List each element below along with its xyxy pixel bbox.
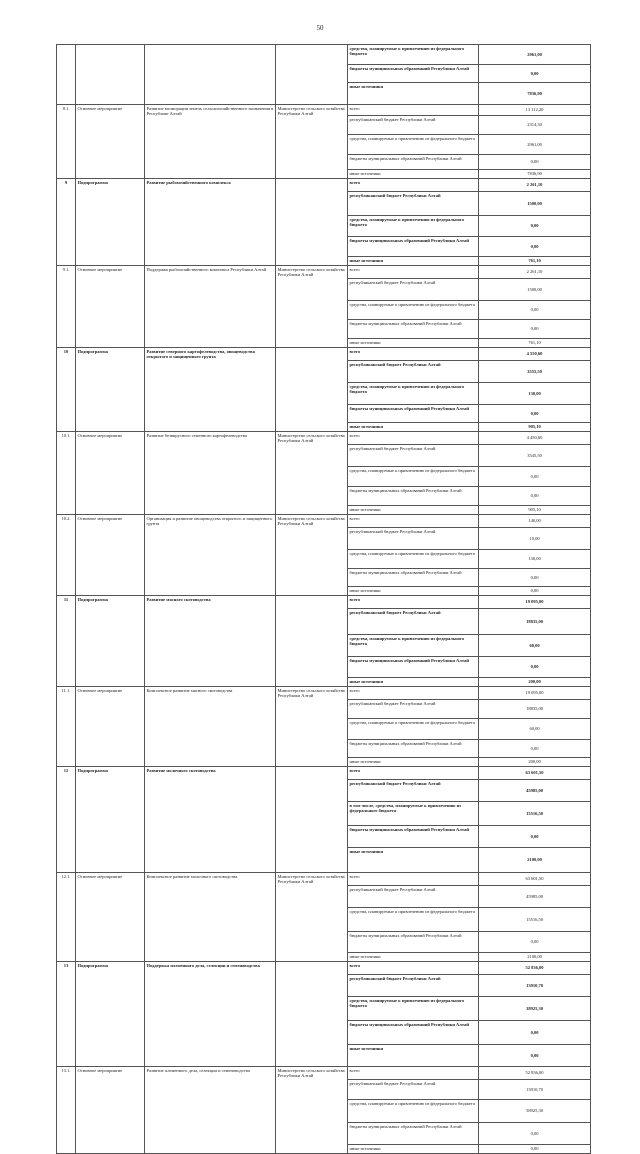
funding-source-cell: всего (348, 432, 479, 445)
funding-value-cell: 2 261,10 (479, 179, 591, 192)
funding-source-cell: средства, планируемые к привлечению из федерального бюджета (348, 383, 479, 405)
funding-source-cell: республиканский бюджет Республики Алтай (348, 192, 479, 216)
funding-source-cell: средства, планируемые к привлечению из федерального бюджета (348, 1100, 479, 1123)
funding-value-cell: 19 095,00 (479, 687, 591, 700)
funding-value-cell: 38925,30 (479, 1100, 591, 1123)
funding-source-cell: республиканский бюджет Республики Алтай (348, 1080, 479, 1100)
funding-source-cell: бюджеты муниципальных образований Республики Алтай (348, 657, 479, 678)
funding-value-cell: 45985,00 (479, 780, 591, 802)
funding-value-cell: 130,00 (479, 550, 591, 569)
funding-source-cell: всего (348, 348, 479, 361)
funding-source-cell: средства, планируемые к привлечению из федерального бюджета (348, 997, 479, 1021)
table-row (57, 1067, 591, 1080)
page-number: 50 (316, 24, 324, 32)
funding-value-cell: 0,00 (479, 740, 591, 758)
element-name-cell: Организация и развитие овощеводства открытого и защищенного грунта (145, 515, 276, 596)
element-kind-cell: Основное мероприятие (76, 432, 145, 515)
element-name-cell: Поддержка племенного дела, селекции и семеноводства (145, 962, 276, 1067)
funding-value-cell: 0,00 (479, 569, 591, 587)
row-number-cell: 9.1. (57, 266, 76, 348)
funding-value-cell: 200,00 (479, 678, 591, 687)
element-kind-cell: Подпрограмма (76, 348, 145, 432)
funding-source-cell: бюджеты муниципальных образований Республики Алтай (348, 1123, 479, 1145)
row-number-cell: 10.2. (57, 515, 76, 596)
executor-cell: Министерство сельского хозяйства Республики Алтай (276, 515, 348, 596)
row-number-cell: 12.1. (57, 873, 76, 962)
funding-source-cell: бюджеты муниципальных образований Республики Алтай (348, 932, 479, 953)
budget-table-body (57, 45, 591, 1154)
executor-cell: Министерство сельского хозяйства Республики Алтай (276, 687, 348, 767)
funding-value-cell: 7836,90 (479, 83, 591, 105)
funding-source-cell: иные источники (348, 678, 479, 687)
funding-value-cell: 140,00 (479, 515, 591, 528)
funding-source-cell: всего (348, 596, 479, 609)
funding-value-cell: 52 836,00 (479, 962, 591, 975)
funding-source-cell: всего (348, 105, 479, 116)
funding-source-cell: всего (348, 687, 479, 700)
element-kind-cell: Подпрограмма (76, 767, 145, 873)
funding-value-cell: 13910,70 (479, 1080, 591, 1100)
table-row (57, 767, 591, 780)
funding-value-cell: 0,00 (479, 1145, 591, 1154)
element-name-cell: Развитие безвирусного семенного картофелеводства (145, 432, 276, 515)
table-row (57, 596, 591, 609)
funding-value-cell: 0,00 (479, 237, 591, 257)
funding-value-cell: 60,00 (479, 719, 591, 740)
row-number-cell: 9 (57, 179, 76, 266)
element-name-cell (145, 45, 276, 105)
funding-value-cell: 0,00 (479, 587, 591, 596)
table-row (57, 515, 591, 528)
funding-value-cell: 38925,30 (479, 997, 591, 1021)
funding-value-cell: 18835,00 (479, 700, 591, 719)
element-name-cell: Развитие племенного дела, селекции и семеноводства (145, 1067, 276, 1154)
element-name-cell: Развитие мясного скотоводства (145, 596, 276, 687)
funding-source-cell: бюджеты муниципальных образований Республики Алтай (348, 487, 479, 506)
funding-source-cell: иные источники (348, 1145, 479, 1154)
row-number-cell: 11.1. (57, 687, 76, 767)
funding-value-cell: 45985,00 (479, 886, 591, 908)
funding-value-cell: 0,00 (479, 932, 591, 953)
funding-source-cell: средства, планируемые к привлечению из федерального бюджета (348, 550, 479, 569)
funding-value-cell: 905,10 (479, 423, 591, 432)
funding-source-cell: бюджеты муниципальных образований Республики Алтай (348, 155, 479, 170)
funding-value-cell: 19 095,00 (479, 596, 591, 609)
element-kind-cell: Основное мероприятие (76, 515, 145, 596)
element-kind-cell: Основное мероприятие (76, 266, 145, 348)
table-row (57, 266, 591, 279)
funding-source-cell: всего (348, 767, 479, 780)
executor-cell: Министерство сельского хозяйства Республики Алтай (276, 432, 348, 515)
element-kind-cell: Основное мероприятие (76, 1067, 145, 1154)
funding-value-cell: 7836,90 (479, 170, 591, 179)
funding-source-cell: иные источники (348, 848, 479, 873)
funding-value-cell: 0,00 (479, 826, 591, 848)
executor-cell (276, 45, 348, 105)
element-name-cell: Развитие мелиорации земель сельскохозяйственного назначения в Республике Алтай (145, 105, 276, 179)
element-kind-cell: Подпрограмма (76, 962, 145, 1067)
funding-source-cell: средства, планируемые к привлечению из федерального бюджета (348, 135, 479, 155)
funding-source-cell: республиканский бюджет Республики Алтай (348, 780, 479, 802)
funding-source-cell: иные источники (348, 953, 479, 962)
funding-value-cell: 0,00 (479, 65, 591, 83)
funding-source-cell: бюджеты муниципальных образований Республики Алтай (348, 826, 479, 848)
element-kind-cell: Подпрограмма (76, 179, 145, 266)
row-number-cell (57, 45, 76, 105)
funding-value-cell: 52 836,00 (479, 1067, 591, 1080)
executor-cell: Министерство сельского хозяйства Республики Алтай (276, 105, 348, 179)
funding-source-cell: республиканский бюджет Республики Алтай (348, 361, 479, 383)
element-kind-cell: Подпрограмма (76, 596, 145, 687)
funding-value-cell: 761,10 (479, 257, 591, 266)
funding-value-cell: 0,00 (479, 487, 591, 506)
funding-source-cell: всего (348, 962, 479, 975)
funding-source-cell: иные источники (348, 339, 479, 348)
funding-value-cell: 130,00 (479, 383, 591, 405)
funding-value-cell: 905,10 (479, 506, 591, 515)
row-number-cell: 13.1. (57, 1067, 76, 1154)
funding-value-cell: 13910,70 (479, 975, 591, 997)
funding-value-cell: 2 261,10 (479, 266, 591, 279)
funding-value-cell: 200,00 (479, 758, 591, 767)
funding-source-cell: бюджеты муниципальных образований Республики Алтай (348, 740, 479, 758)
funding-value-cell: 13 112,20 (479, 105, 591, 116)
funding-source-cell: всего (348, 873, 479, 886)
executor-cell: Министерство сельского хозяйства Республики Алтай (276, 266, 348, 348)
funding-value-cell: 2961,00 (479, 135, 591, 155)
row-number-cell: 8.1. (57, 105, 76, 179)
funding-source-cell: средства, планируемые к привлечению из федерального бюджета (348, 635, 479, 657)
row-number-cell: 11 (57, 596, 76, 687)
funding-source-cell: иные источники (348, 587, 479, 596)
funding-source-cell: средства, планируемые к привлечению из федерального бюджета (348, 216, 479, 237)
funding-value-cell: 0,00 (479, 216, 591, 237)
funding-value-cell: 15516,50 (479, 802, 591, 826)
funding-source-cell: республиканский бюджет Республики Алтай (348, 445, 479, 467)
element-name-cell: Комплексное развитие молочного скотоводства (145, 873, 276, 962)
element-name-cell: Развитие северного картофелеводства, овощеводства открытого и защищенного грунта (145, 348, 276, 432)
budget-table (56, 44, 591, 1154)
funding-value-cell: 3555,50 (479, 361, 591, 383)
executor-cell (276, 962, 348, 1067)
funding-value-cell: 0,00 (479, 320, 591, 339)
funding-value-cell: 3545,50 (479, 445, 591, 467)
element-kind-cell: Основное мероприятие (76, 687, 145, 767)
funding-value-cell: 2314,30 (479, 116, 591, 135)
funding-source-cell: республиканский бюджет Республики Алтай (348, 609, 479, 635)
funding-value-cell: 63 601,50 (479, 873, 591, 886)
executor-cell: Министерство сельского хозяйства Республики Алтай (276, 1067, 348, 1154)
funding-source-cell: иные источники (348, 257, 479, 266)
funding-source-cell: в том числе, средства, планируемые к привлечению из федерального бюджета (348, 802, 479, 826)
element-kind-cell (76, 45, 145, 105)
row-number-cell: 10 (57, 348, 76, 432)
funding-source-cell: средства, планируемые к привлечению из федерального бюджета (348, 908, 479, 932)
funding-source-cell: бюджеты муниципальных образований Республики Алтай (348, 65, 479, 83)
funding-value-cell: 60,00 (479, 635, 591, 657)
funding-source-cell: республиканский бюджет Республики Алтай (348, 886, 479, 908)
row-number-cell: 13 (57, 962, 76, 1067)
funding-source-cell: всего (348, 515, 479, 528)
funding-source-cell: всего (348, 179, 479, 192)
funding-source-cell: бюджеты муниципальных образований Республики Алтай (348, 237, 479, 257)
element-name-cell: Развитие рыбохозяйственного комплекса (145, 179, 276, 266)
funding-source-cell: средства, планируемые к привлечению из федерального бюджета (348, 719, 479, 740)
element-name-cell: Комплексное развитие мясного скотоводства (145, 687, 276, 767)
funding-source-cell: республиканский бюджет Республики Алтай (348, 116, 479, 135)
funding-value-cell: 4 450,60 (479, 432, 591, 445)
funding-value-cell: 10,00 (479, 528, 591, 550)
funding-source-cell: иные источники (348, 1045, 479, 1067)
funding-source-cell: бюджеты муниципальных образований Республики Алтай (348, 569, 479, 587)
funding-source-cell: республиканский бюджет Республики Алтай (348, 279, 479, 301)
funding-source-cell: республиканский бюджет Республики Алтай (348, 975, 479, 997)
element-name-cell: Поддержка рыбохозяйственного комплекса Республики Алтай (145, 266, 276, 348)
funding-value-cell: 0,00 (479, 1123, 591, 1145)
table-row (57, 873, 591, 886)
funding-value-cell: 2961,00 (479, 45, 591, 65)
element-name-cell: Развитие молочного скотоводства (145, 767, 276, 873)
funding-source-cell: республиканский бюджет Республики Алтай (348, 528, 479, 550)
funding-source-cell: средства, планируемые к привлечению из федерального бюджета (348, 301, 479, 320)
funding-source-cell: бюджеты муниципальных образований Республики Алтай (348, 320, 479, 339)
executor-cell (276, 596, 348, 687)
funding-source-cell: республиканский бюджет Республики Алтай (348, 700, 479, 719)
funding-value-cell: 1500,00 (479, 192, 591, 216)
funding-value-cell: 0,00 (479, 1045, 591, 1067)
funding-source-cell: бюджеты муниципальных образований Республики Алтай (348, 1021, 479, 1045)
funding-value-cell: 18835,00 (479, 609, 591, 635)
executor-cell (276, 179, 348, 266)
row-number-cell: 12 (57, 767, 76, 873)
table-row (57, 348, 591, 361)
element-kind-cell: Основное мероприятие (76, 873, 145, 962)
funding-source-cell: всего (348, 266, 479, 279)
row-number-cell: 10.1. (57, 432, 76, 515)
funding-source-cell: всего (348, 1067, 479, 1080)
funding-value-cell: 2100,00 (479, 848, 591, 873)
funding-value-cell: 15516,50 (479, 908, 591, 932)
funding-value-cell: 2100,00 (479, 953, 591, 962)
funding-source-cell: иные источники (348, 506, 479, 515)
funding-source-cell: иные источники (348, 170, 479, 179)
executor-cell (276, 348, 348, 432)
funding-value-cell: 0,00 (479, 1021, 591, 1045)
funding-source-cell: иные источники (348, 83, 479, 105)
funding-source-cell: средства, планируемые к привлечению из федерального бюджета (348, 45, 479, 65)
funding-value-cell: 0,00 (479, 657, 591, 678)
funding-value-cell: 0,00 (479, 155, 591, 170)
funding-source-cell: бюджеты муниципальных образований Республики Алтай (348, 405, 479, 423)
funding-value-cell: 4 550,60 (479, 348, 591, 361)
funding-value-cell: 0,00 (479, 301, 591, 320)
table-row (57, 179, 591, 192)
funding-source-cell: иные источники (348, 758, 479, 767)
executor-cell: Министерство сельского хозяйства Республики Алтай (276, 873, 348, 962)
element-kind-cell: Основное мероприятие (76, 105, 145, 179)
table-row (57, 432, 591, 445)
funding-source-cell: иные источники (348, 423, 479, 432)
table-row (57, 687, 591, 700)
table-row (57, 45, 591, 65)
funding-source-cell: средства, планируемые к привлечению из федерального бюджета (348, 467, 479, 487)
funding-value-cell: 761,10 (479, 339, 591, 348)
executor-cell (276, 767, 348, 873)
table-row (57, 105, 591, 116)
table-row (57, 962, 591, 975)
funding-value-cell: 0,00 (479, 405, 591, 423)
funding-value-cell: 0,00 (479, 467, 591, 487)
funding-value-cell: 63 601,50 (479, 767, 591, 780)
funding-value-cell: 1500,00 (479, 279, 591, 301)
